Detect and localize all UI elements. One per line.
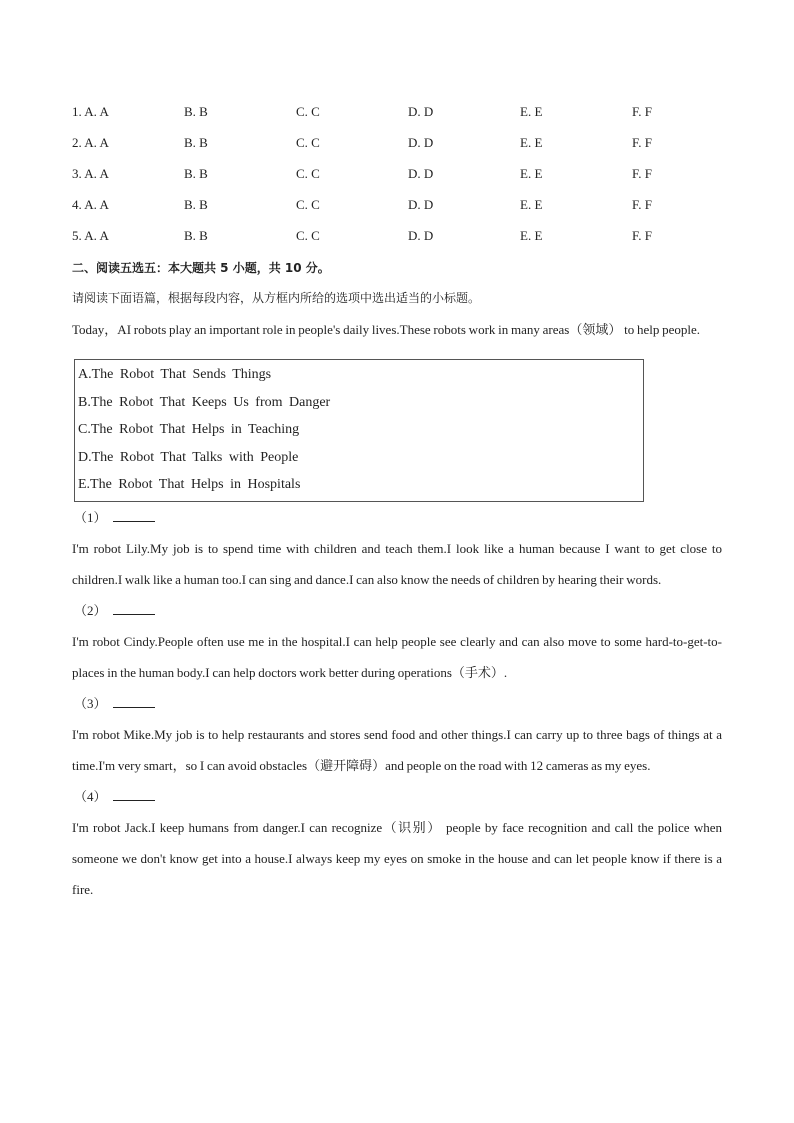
answer-option[interactable]: 4. A. A (72, 196, 109, 212)
answer-option[interactable]: B. B (184, 227, 208, 243)
answer-option[interactable]: F. F (632, 103, 652, 119)
question-label-row (72, 688, 722, 719)
answer-option[interactable]: F. F (632, 165, 652, 181)
section-instruction: 请阅读下面语篇，根据每段内容，从方框内所给的选项中选出适当的小标题。 (72, 291, 481, 305)
question-block (72, 781, 722, 905)
question-block (72, 502, 722, 595)
answer-option[interactable]: B. B (184, 196, 208, 212)
question-paragraph: I'm robot Lily.My job is to spend time with children and teach them.I look like a human because I want to get close to children.I walk like a human too.I can sing and dance.I can also know the needs of children by hearing their words. (72, 540, 722, 587)
answer-option-row (72, 220, 722, 251)
answer-option[interactable]: E. E (520, 165, 543, 181)
answer-blank[interactable] (113, 693, 155, 708)
answer-option[interactable]: E. E (520, 134, 543, 150)
answer-option-row (72, 189, 722, 220)
answer-option[interactable]: B. B (184, 134, 208, 150)
answer-option[interactable]: D. D (408, 165, 434, 181)
answer-option[interactable]: 1. A. A (72, 103, 109, 119)
question-label-row (72, 781, 722, 812)
section-heading: 二、阅读五选五：本大题共 5 小题，共 10 分。 (72, 261, 330, 275)
answer-option[interactable]: F. F (632, 134, 652, 150)
answer-option[interactable]: 3. A. A (72, 165, 109, 181)
box-option: B.The Robot That Keeps Us from Danger (78, 394, 331, 410)
box-option: A.The Robot That Sends Things (78, 367, 272, 382)
box-option: E.The Robot That Helps in Hospitals (78, 477, 301, 493)
answer-option[interactable]: E. E (520, 103, 543, 119)
answer-option[interactable]: C. C (296, 134, 320, 150)
answer-option-row (72, 127, 722, 158)
question-label-row (72, 595, 722, 626)
answer-option[interactable]: B. B (184, 165, 208, 181)
answer-blank[interactable] (113, 786, 155, 801)
answer-option-row (72, 158, 722, 189)
answer-option[interactable]: D. D (408, 134, 434, 150)
intro-paragraph: Today，AI robots play an important role in people's daily lives.These robots work in many areas（领域） to help people. (72, 322, 700, 337)
answer-options-grid (72, 96, 722, 251)
answer-option[interactable]: 2. A. A (72, 134, 109, 150)
question-paragraph: I'm robot Jack.I keep humans from danger.I can recognize（识别） people by face recognition and call the police when someone we don't know get into a house.I always keep my eyes on smoke in the house and can let people know if there is a fire. (72, 819, 722, 897)
answer-option[interactable]: B. B (184, 103, 208, 119)
question-number: （3） (74, 695, 107, 711)
question-number: （4） (74, 788, 107, 804)
box-option: D.The Robot That Talks with People (78, 449, 299, 465)
answer-option[interactable]: C. C (296, 196, 320, 212)
question-paragraph: I'm robot Mike.My job is to help restaurants and stores send food and other things.I can carry up to three bags of things at a time.I'm very smart，so I can avoid obstacles（避开障碍）and people on the road with 12 cameras as my eyes. (72, 726, 722, 773)
answer-option[interactable]: D. D (408, 227, 434, 243)
answer-blank[interactable] (113, 600, 155, 615)
question-label-row (72, 502, 722, 533)
box-option: C.The Robot That Helps in Teaching (78, 422, 300, 438)
answer-option[interactable]: F. F (632, 196, 652, 212)
answer-option[interactable]: C. C (296, 103, 320, 119)
answer-option[interactable]: E. E (520, 227, 543, 243)
answer-option[interactable]: C. C (296, 165, 320, 181)
question-block (72, 688, 722, 781)
document-page (72, 96, 722, 905)
answer-option[interactable]: 5. A. A (72, 227, 109, 243)
heading-options-box (74, 359, 644, 502)
answer-option[interactable]: F. F (632, 227, 652, 243)
question-paragraph: I'm robot Cindy.People often use me in the hospital.I can help people see clearly and can also move to some hard-to-get-to-places in the human body.I can help doctors work better during operations（手术）. (72, 633, 722, 680)
answer-option[interactable]: C. C (296, 227, 320, 243)
answer-option[interactable]: E. E (520, 196, 543, 212)
question-block (72, 595, 722, 688)
question-number: （1） (74, 509, 107, 525)
answer-blank[interactable] (113, 507, 155, 522)
answer-option[interactable]: D. D (408, 196, 434, 212)
question-number: （2） (74, 602, 107, 618)
answer-option[interactable]: D. D (408, 103, 434, 119)
answer-option-row (72, 96, 722, 127)
